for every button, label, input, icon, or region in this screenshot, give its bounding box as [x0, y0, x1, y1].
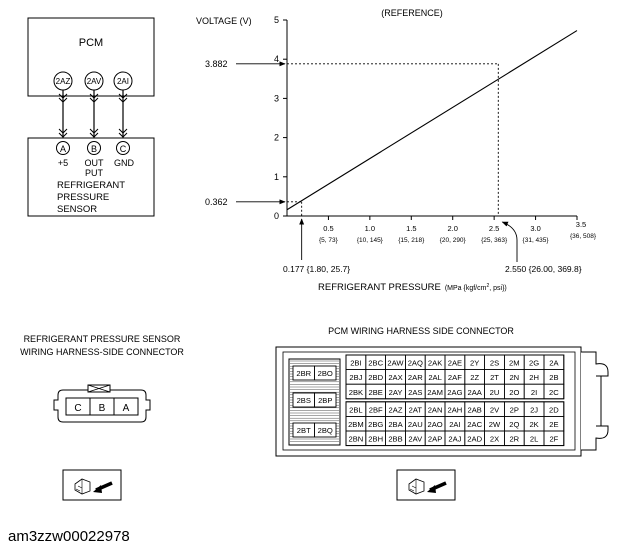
svg-text:2AV: 2AV [86, 77, 102, 86]
y-axis-label: VOLTAGE (V) [196, 16, 252, 26]
pin-label-out: OUT [84, 158, 104, 168]
y-tick-label-3: 3 [273, 93, 279, 104]
pcm-pin-label: 2AV [408, 434, 423, 444]
pcm-label: PCM [78, 37, 104, 49]
pcm-pin-label: 2BH [368, 434, 384, 444]
pcm-pin-label: 2AD [467, 434, 483, 444]
x-tick-label-1.0: 1.0 [364, 224, 376, 233]
pcm-connector-left-pins [293, 366, 336, 437]
pcm-pin-label: 2BD [368, 373, 384, 383]
pcm-left-pin-label: 2BQ [317, 426, 333, 435]
pcm-pin-label: 2BN [348, 434, 364, 444]
sensor-pin-c [117, 142, 130, 155]
x-tick-sublabel-0.5: {5, 73} [319, 237, 338, 244]
pcm-left-pin-label: 2BR [296, 369, 312, 378]
svg-text:A: A [59, 144, 67, 154]
pcm-pin-label: 2AX [388, 373, 403, 383]
sensor-connector-title-line2: WIRING HARNESS-SIDE CONNECTOR [20, 347, 184, 357]
x-tick-label-2.0: 2.0 [447, 224, 458, 233]
sensor-connector-pin-c: C [74, 403, 82, 414]
pcm-pin-label: 2AB [467, 405, 482, 415]
pcm-pin-label: 2AN [427, 405, 443, 415]
x-tick-label-0.5: 0.5 [323, 224, 334, 233]
figure-id: am3zzw00022978 [8, 528, 130, 545]
pcm-pin-label: 2P [509, 405, 519, 415]
chart-title: (REFERENCE) [381, 8, 443, 18]
pcm-pin-label: 2AA [467, 387, 482, 397]
pcm-pin-label: 2G [529, 358, 540, 368]
pcm-pin-label: 2AI [449, 420, 461, 429]
pcm-pin-label: 2BI [350, 358, 362, 368]
pcm-pin-label: 2Z [470, 373, 480, 383]
pcm-pin-label: 2AH [447, 405, 463, 415]
pcm-pin-label: 2BB [388, 434, 403, 444]
pcm-pin-label: 2M [509, 358, 520, 368]
y-tick-label-5: 5 [273, 15, 279, 25]
y-ticks [274, 15, 287, 221]
pcm-pin-label: 2AR [407, 373, 423, 383]
x-tick-sublabel-1.0: {10, 145} [356, 237, 383, 244]
pcm-pin-label: 2BK [348, 387, 364, 397]
sensor-label-line2: PRESSURE [57, 192, 110, 203]
y-tick-label-2: 2 [273, 132, 279, 143]
pcm-pin-label: 2C [549, 387, 559, 397]
sensor-connector-title-line1: REFRIGERANT PRESSURE SENSOR [23, 334, 181, 344]
pcm-left-pin-label: 2BO [317, 369, 333, 378]
y-tick-label-1: 1 [273, 171, 279, 182]
pcm-terminal-2az [54, 72, 72, 90]
pcm-pin-label: 2BJ [349, 373, 363, 383]
harness-side-view-icon [63, 470, 121, 500]
ref-point-1-x-label: 0.177 {1.80, 25.7} [283, 264, 351, 274]
pcm-connector-clip [581, 352, 608, 450]
x-tick-label-3.0: 3.0 [530, 224, 541, 233]
pcm-pin-label: 2K [529, 420, 539, 429]
pcm-terminal-2ai [114, 72, 132, 90]
pcm-pin-label: 2BF [368, 405, 383, 415]
sensor-pin-a [57, 142, 70, 155]
pin-label-plus5: +5 [57, 158, 69, 168]
pcm-pin-label: 2AG [447, 387, 463, 397]
x-tick-sublabel-3.5: {36, 508} [569, 233, 597, 240]
pcm-pin-label: 2R [509, 434, 520, 444]
pcm-pin-label: 2BA [388, 420, 403, 429]
pcm-pin-label: 2Y [470, 358, 480, 368]
pcm-pin-label: 2X [489, 434, 500, 444]
pcm-pin-label: 2A [549, 358, 559, 368]
pcm-left-pin-label: 2BP [318, 396, 333, 405]
sensor-connector-pin-a: A [122, 403, 130, 414]
pcm-pin-label: 2N [509, 373, 520, 383]
pcm-pin-label: 2L [529, 434, 539, 444]
pcm-pin-label: 2AF [447, 373, 462, 383]
ref-point-2-y-label: 3.882 [205, 58, 228, 69]
pcm-pin-label: 2AU [407, 420, 423, 429]
y-tick-label-0: 0 [273, 211, 279, 221]
x-ticks [319, 216, 597, 244]
pcm-pin-label: 2AQ [407, 358, 423, 368]
pcm-pin-label: 2D [549, 405, 559, 415]
x-tick-sublabel-2.0: {20, 290} [439, 237, 466, 244]
pcm-pin-label: 2O [509, 387, 520, 397]
x-axis-label: REFRIGERANT PRESSURE (MPa {$kgf/cm^2_{, psi\})}$ [318, 282, 507, 293]
pcm-pin-label: 2AM [427, 387, 443, 397]
sensor-label-line3: SENSOR [57, 204, 98, 215]
x-tick-sublabel-1.5: {15, 218} [398, 237, 425, 244]
sensor-label-line1: REFRIGERANT [57, 180, 126, 191]
sensor-connector-pin-b: B [98, 403, 106, 414]
pcm-pin-label: 2AZ [388, 405, 403, 415]
pcm-pin-label: 2AL [428, 373, 442, 383]
pcm-pin-label: 2T [490, 373, 499, 383]
pcm-pin-label: 2AO [427, 420, 443, 429]
x-tick-label-3.5: 3.5 [575, 220, 587, 229]
x-tick-sublabel-2.5: {25, 363} [481, 237, 508, 244]
pcm-pin-label: 2Q [509, 420, 520, 429]
pcm-connector-title: PCM WIRING HARNESS SIDE CONNECTOR [328, 326, 514, 336]
pcm-pin-label: 2AE [447, 358, 463, 368]
y-tick-label-4: 4 [273, 54, 279, 65]
pcm-pin-label: 2BE [368, 387, 383, 397]
pcm-terminal-2av [85, 72, 103, 90]
pcm-left-pin-label: 2BT [296, 426, 311, 435]
x-tick-sublabel-3.0: {31, 435} [522, 237, 549, 244]
pcm-pin-label: 2BG [368, 420, 384, 429]
pin-label-gnd: GND [114, 158, 134, 168]
pcm-pin-label: 2BC [368, 358, 384, 368]
pcm-pin-label: 2AT [408, 405, 422, 415]
sensor-connector-section [20, 334, 184, 500]
pcm-pin-label: 2AP [427, 434, 443, 444]
pcm-pin-label: 2U [489, 387, 500, 397]
pcm-pin-label: 2AS [408, 387, 423, 397]
pcm-pin-label: 2I [530, 387, 538, 397]
svg-text:2AZ: 2AZ [55, 77, 71, 86]
pcm-pin-label: 2H [529, 373, 539, 383]
pcm-pin-label: 2E [549, 420, 559, 429]
ref-point-2-x-label: 2.550 {26.00, 369.8} [505, 264, 582, 274]
pcm-pin-label: 2B [549, 373, 559, 383]
x-tick-label-2.5: 2.5 [488, 224, 500, 233]
pcm-pin-label: 2AC [467, 420, 483, 429]
pcm-pin-label: 2F [549, 434, 559, 444]
pcm-pin-label: 2AY [388, 387, 403, 397]
ref-point-1-y-label: 0.362 [205, 196, 228, 207]
pcm-harness-side-view-icon [397, 470, 455, 500]
pcm-pin-label: 2BM [348, 420, 364, 429]
voltage-line [287, 31, 577, 210]
x-tick-label-1.5: 1.5 [406, 224, 417, 233]
wiring-diagram [28, 18, 154, 216]
terminal-chevrons [59, 94, 127, 137]
pcm-pin-label: 2BL [349, 405, 363, 415]
pcm-pin-label: 2J [530, 405, 539, 415]
pcm-pin-label: 2AJ [448, 434, 462, 444]
svg-text:2AI: 2AI [116, 77, 130, 86]
pcm-pin-label: 2V [489, 405, 500, 415]
pressure-voltage-chart [196, 8, 597, 293]
pcm-pin-label: 2AW [387, 358, 404, 368]
pcm-pin-label: 2AK [427, 358, 443, 368]
sensor-pin-b [88, 142, 101, 155]
svg-text:C: C [119, 144, 127, 154]
pin-label-put: PUT [85, 168, 103, 178]
pcm-connector-section [276, 326, 608, 500]
pcm-left-pin-label: 2BS [296, 396, 311, 405]
pcm-pin-label: 2W [488, 420, 501, 429]
svg-text:B: B [90, 144, 98, 154]
pcm-pin-label: 2S [489, 358, 500, 368]
